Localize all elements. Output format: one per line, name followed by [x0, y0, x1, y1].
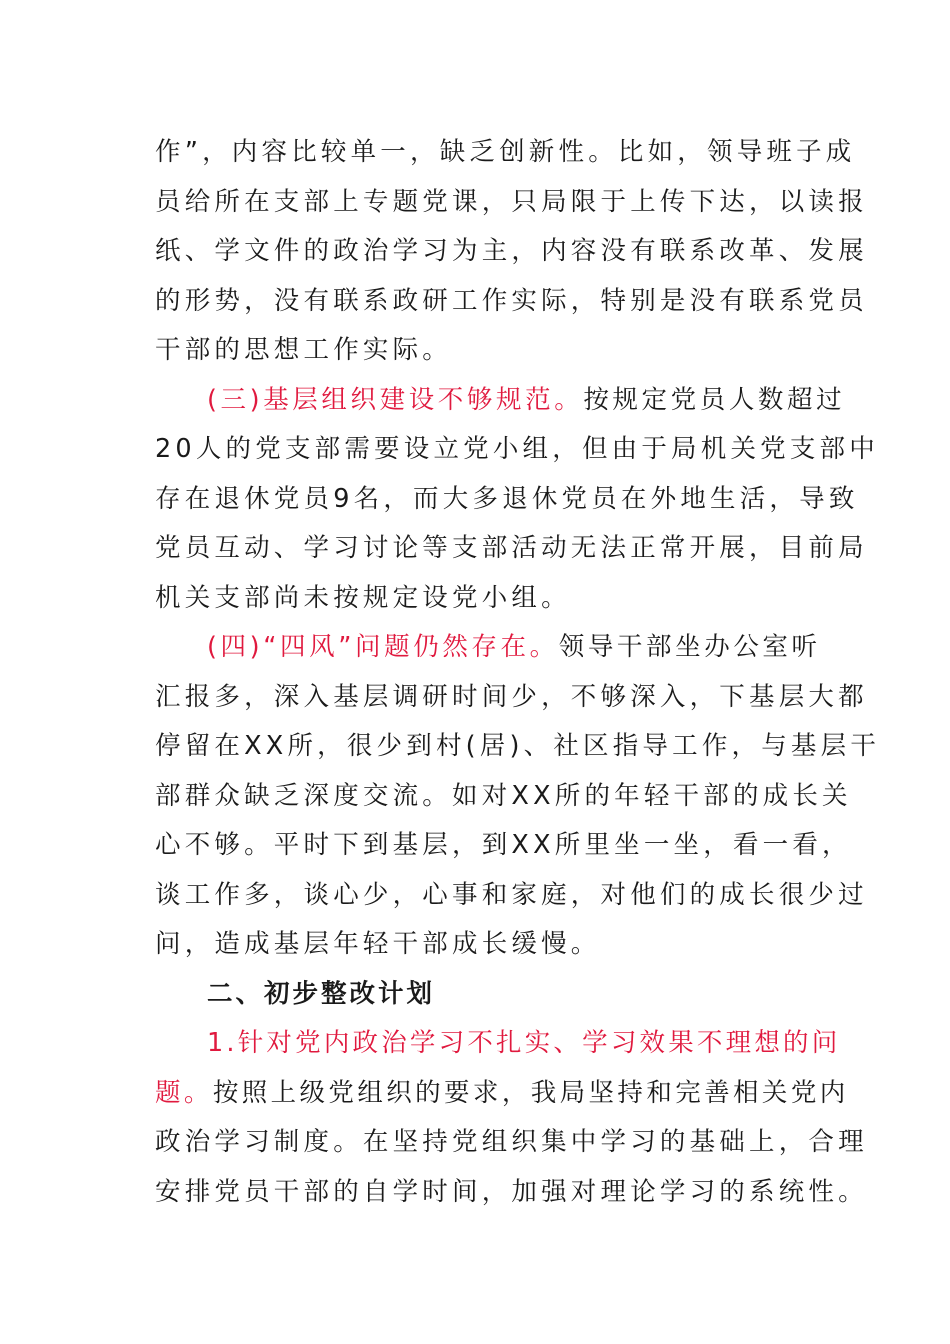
- text-line: 停留在XX所，很少到村(居)、社区指导工作，与基层干: [155, 731, 881, 761]
- section-title: 二、初步整改计划: [207, 978, 436, 1009]
- document-page: [155, 128, 881, 1217]
- text-segment: 按照上级党组织的要求，我局坚持和完善相关党内: [212, 1077, 849, 1108]
- paragraph-four-winds: [155, 623, 881, 970]
- text-line: 政治学习制度。在坚持党组织集中学习的基础上，合理: [155, 1127, 868, 1157]
- text-line: 存在退休党员9名，而大多退休党员在外地生活，导致: [155, 483, 859, 514]
- red-subheading: (四)“四风”问题仍然存在。: [207, 632, 559, 662]
- text-line: [155, 1069, 849, 1119]
- text-line: 汇报多，深入基层调研时间少，不够深入，下基层大都: [155, 681, 868, 712]
- text-line: 安排党员干部的自学时间，加强对理论学习的系统性。: [155, 1176, 868, 1207]
- text-line: 问，造成基层年轻干部成长缓慢。: [155, 929, 601, 959]
- paragraph-content-monotony: [155, 128, 868, 376]
- text-line: 纸、学文件的政治学习为主，内容没有联系改革、发展: [155, 236, 868, 266]
- text-line: 作”，内容比较单一，缺乏创新性。比如，领导班子成: [155, 137, 856, 167]
- text-line: 20人的党支部需要设立党小组，但由于局机关党支部中: [155, 434, 879, 464]
- red-subheading: 题。: [155, 1077, 213, 1108]
- text-line: 心不够。平时下到基层，到XX所里坐一坐，看一看，: [155, 830, 852, 860]
- text-segment: 按规定党员人数超过: [583, 384, 846, 415]
- text-line: 员给所在支部上专题党课，只局限于上传下达，以读报: [155, 186, 868, 217]
- text-line: 的形势，没有联系政研工作实际，特别是没有联系党员: [155, 285, 868, 316]
- text-line: 机关支部尚未按规定设党小组。: [155, 582, 571, 613]
- text-line: [155, 376, 846, 426]
- text-segment: 领导干部坐办公室听: [558, 632, 821, 662]
- paragraph-grassroots-organization: [155, 376, 879, 624]
- text-line: 谈工作多，谈心少，心事和家庭，对他们的成长很少过: [155, 879, 868, 910]
- text-line: 部群众缺乏深度交流。如对XX所的年轻干部的成长关: [155, 780, 852, 811]
- red-subheading: (三)基层组织建设不够规范。: [207, 384, 584, 415]
- text-line: [155, 623, 821, 673]
- text-line: 党员互动、学习讨论等支部活动无法正常开展，目前局: [155, 533, 868, 563]
- text-line: 干部的思想工作实际。: [155, 335, 453, 365]
- red-subheading: 1.针对党内政治学习不扎实、学习效果不理想的问: [207, 1028, 841, 1058]
- section-heading: [155, 970, 797, 1020]
- paragraph-rectification-1: [155, 1019, 868, 1217]
